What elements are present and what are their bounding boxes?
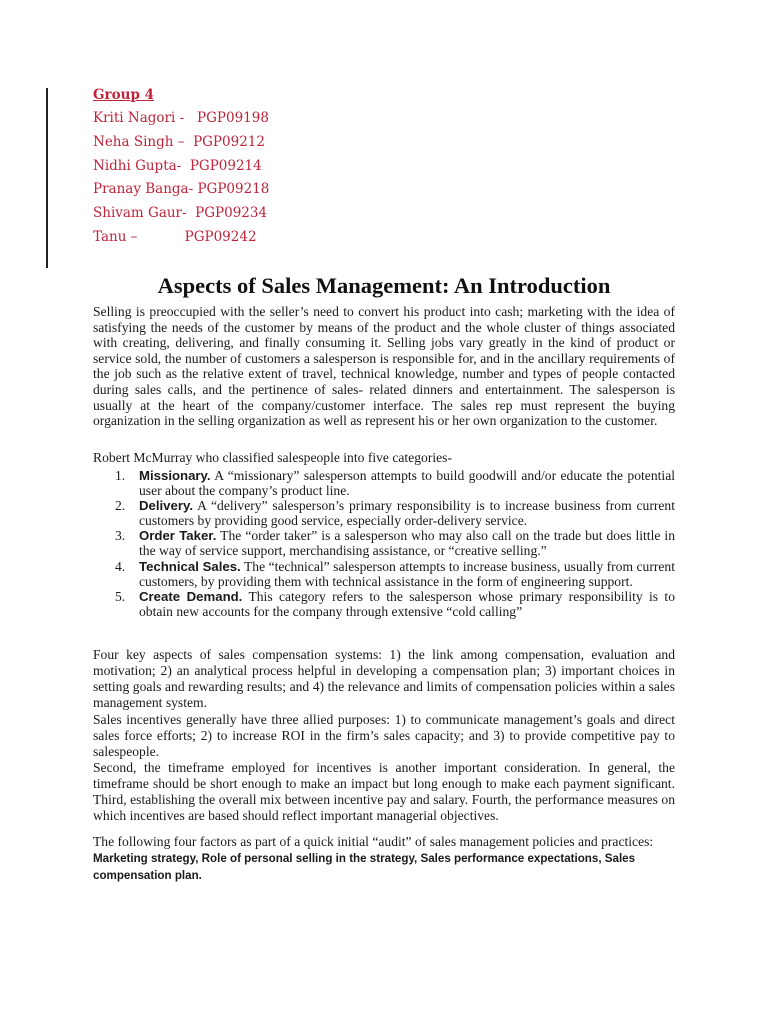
group-members-block — [93, 84, 269, 250]
list-number: 5. — [115, 588, 126, 604]
list-number: 4. — [115, 558, 126, 574]
list-item — [93, 589, 675, 619]
category-term: Order Taker. — [139, 528, 217, 544]
list-number: 2. — [115, 498, 126, 514]
category-term: Technical Sales. — [139, 558, 241, 574]
category-description: A “missionary” salesperson attempts to build goodwill and/or educate the potential user about the company’s product line. — [139, 468, 675, 499]
category-description: The “order taker” is a salesperson who may also call on the trade but does little in the way of service support, merchandising assistance, or “creative selling.” — [139, 528, 675, 559]
list-item — [93, 559, 675, 589]
audit-factors-paragraph — [93, 834, 675, 884]
document-title: Aspects of Sales Management: An Introduction — [157, 273, 611, 298]
category-description: A “delivery” salesperson’s primary responsibility is to increase business from current customers by providing good service, especially order-delivery service. — [139, 498, 675, 529]
incentives-purposes-paragraph: Sales incentives generally have three allied purposes: 1) to communicate management’s goals and direct sales force efforts; 2) to increase ROI in the firm’s sales capacity; and 3) to provide competitive pay to salespeople. — [93, 712, 675, 759]
audit-factors-list: Marketing strategy, Role of personal selling in the strategy, Sales performance expectations, Sales compensation plan. — [93, 851, 636, 882]
member-name: Tanu – — [93, 228, 185, 245]
list-item — [93, 528, 675, 558]
member-line — [93, 178, 269, 202]
category-term: Missionary. — [139, 468, 211, 483]
salespeople-categories-list — [93, 468, 675, 619]
member-line — [93, 131, 269, 155]
list-number: 3. — [115, 528, 126, 544]
list-item — [93, 468, 675, 498]
category-description: This category refers to the salesperson whose primary responsibility is to obtain new accounts for the company through extensive “cold calling” — [139, 588, 675, 619]
member-name: Pranay Banga- — [93, 181, 198, 198]
incentives-timeframe-paragraph: Second, the timeframe employed for incentives is another important consideration. In general, the timeframe should be short enough to make an impact but long enough to make each payment significant. Third, establishing the overall mix between incentive pay and salary. Fourth, the performance measures on which incentives are based should reflect important managerial objectives. — [93, 760, 675, 823]
list-item — [93, 498, 675, 528]
list-number: 1. — [115, 468, 126, 483]
categories-lead-paragraph: Robert McMurray who classified salespeople into five categories- — [93, 450, 452, 465]
member-id: PGP09214 — [189, 157, 262, 174]
intro-paragraph: Selling is preoccupied with the seller’s need to convert his product into cash; marketing with the idea of satisfying the needs of the customer by means of the product and the whole cluster of things associated with creating, delivering, and finally consuming it. Selling jobs vary greatly in the kind of product or service sold, the number of customers a salesperson is responsible for, and in the ancillary requirements of the job such as the relative extent of travel, technical knowledge, number and types of people contacted during sales calls, and the pertinence of sales- related dinners and entertainment. The salesperson is usually at the heart of the company/customer interface. The sales rep must represent the buying organization in the selling organization as well as represent his or her own organization to the customer. — [93, 304, 675, 429]
member-id: PGP09212 — [193, 133, 265, 150]
category-description: The “technical” salesperson attempts to increase business, usually from current customers, by providing them with technical assistance in the form of engineering support. — [139, 558, 675, 589]
member-line — [93, 202, 269, 226]
member-id: PGP09242 — [184, 228, 257, 245]
member-id: PGP09234 — [195, 205, 268, 222]
member-line — [93, 107, 269, 131]
margin-rule — [46, 88, 48, 268]
member-id: PGP09218 — [197, 181, 270, 198]
audit-lead-text: The following four factors as part of a quick initial “audit” of sales management policies and practices: — [93, 834, 654, 849]
member-id: PGP09198 — [197, 110, 269, 126]
member-line — [93, 155, 269, 179]
member-name: Shivam Gaur- — [93, 205, 196, 222]
group-title: Group 4 — [93, 87, 154, 103]
member-line — [93, 226, 269, 250]
member-name: Neha Singh – — [93, 133, 194, 150]
member-name: Nidhi Gupta- — [93, 157, 190, 174]
category-term: Delivery. — [139, 498, 194, 514]
compensation-aspects-paragraph: Four key aspects of sales compensation systems: 1) the link among compensation, evaluation and motivation; 2) an analytical process helpful in developing a compensation plan; 3) important choices in setting goals and rewarding results; and 4) the relevance and limits of compensation policies within a sales management system. — [93, 647, 675, 710]
member-name: Kriti Nagori - — [93, 110, 198, 126]
category-term: Create Demand. — [139, 588, 243, 604]
